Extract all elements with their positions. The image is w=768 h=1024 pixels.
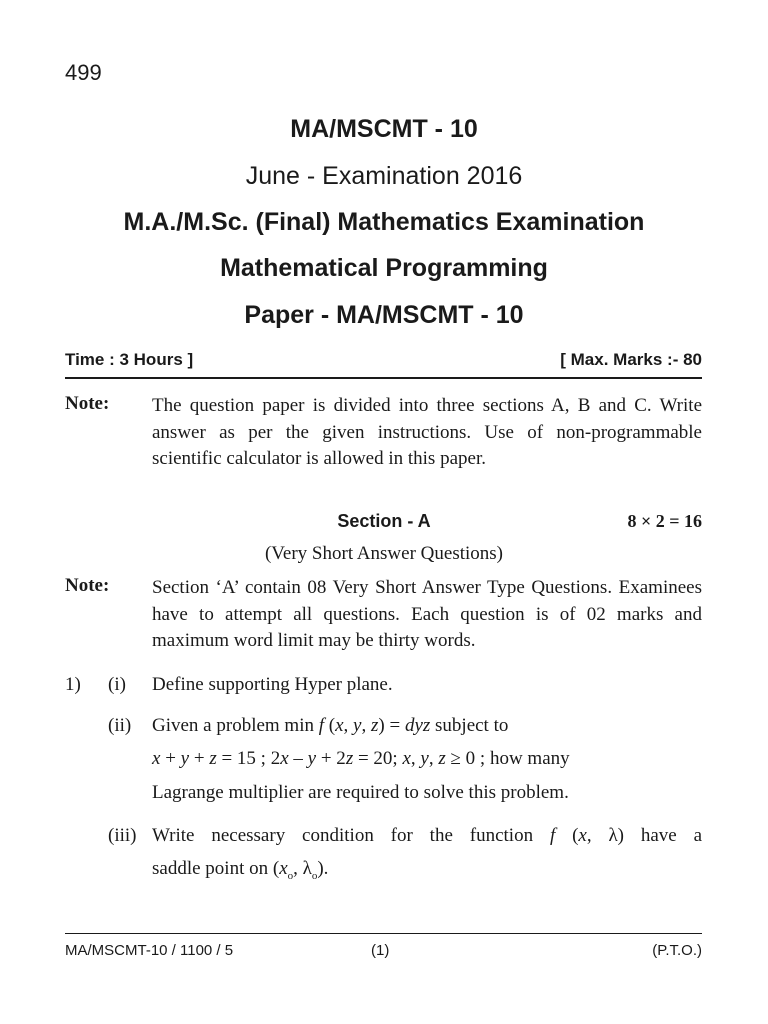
section-marks: 8 × 2 = 16 xyxy=(627,511,702,531)
part-text-line: Lagrange multiplier are required to solve this problem. xyxy=(152,782,569,803)
part-text-line: Given a problem min f (x, y, z) = dyz subject to xyxy=(152,715,509,736)
exam-meta-row xyxy=(65,350,702,370)
part-label: (ii) xyxy=(108,715,132,736)
exam-heading: June - Examination 2016 xyxy=(245,162,523,190)
note-label: Note: xyxy=(65,393,110,414)
section-instructions: Section ‘A’ contain 08 Very Short Answer Type Questions. Examinees have to attempt all questions. Each question is of 02 marks and maximum word limit may be thirty words. xyxy=(152,577,702,651)
footer-divider xyxy=(65,933,702,934)
section-title: Section - A xyxy=(337,511,431,531)
part-label: (i) xyxy=(108,674,126,695)
time-label: Time : 3 Hours ] xyxy=(65,350,194,369)
paper-code-heading: MA/MSCMT - 10 xyxy=(290,115,478,143)
paper-heading: Paper - MA/MSCMT - 10 xyxy=(244,301,524,329)
section-subtitle: (Very Short Answer Questions) xyxy=(264,543,503,564)
part-text-line: Write necessary condition for the function f (x, λ) have a xyxy=(152,825,703,846)
section-note-label: Note: xyxy=(65,575,110,596)
question-number: 1) xyxy=(65,674,81,695)
footer-page-number: (1) xyxy=(371,942,390,959)
course-heading: M.A./M.Sc. (Final) Mathematics Examination xyxy=(123,208,645,236)
part-text-line: x + y + z = 15 ; 2x – y + 2z = 20; x, y, z ≥ 0 ; how many xyxy=(152,748,570,769)
part-text: Define supporting Hyper plane. xyxy=(152,674,393,695)
general-instructions: The question paper is divided into three sections A, B and C. Write answer as per the given instructions. Use of non-programmable scientific calculator is allowed in this paper. xyxy=(152,395,702,469)
part-label: (iii) xyxy=(108,825,137,846)
footer-code: MA/MSCMT-10 / 1100 / 5 xyxy=(65,942,234,959)
subject-heading: Mathematical Programming xyxy=(220,254,548,282)
max-marks-label: [ Max. Marks :- 80 xyxy=(560,350,702,369)
footer-pto: (P.T.O.) xyxy=(652,942,702,959)
part-text-line: saddle point on ($x_o$, $\lambda_o$). xyxy=(152,858,329,882)
header-divider xyxy=(65,377,702,379)
page-number: 499 xyxy=(65,60,102,85)
